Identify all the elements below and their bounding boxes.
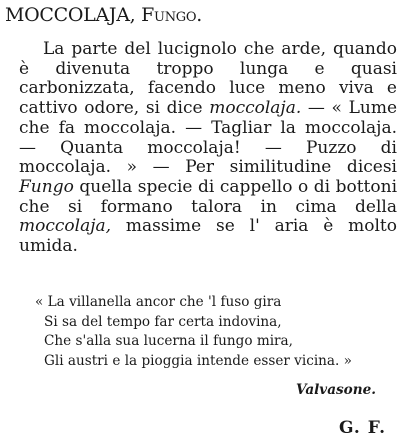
term-moccolaja-1: moccolaja. [209, 98, 302, 119]
definition-part-1: La parte del lucignolo che arde, quando è divenuta troppo lunga e quasi carbonizzata, facendo luce meno viva e cattivo odore, si dice [19, 39, 397, 119]
definition-part-2: — « Lume che fa moccolaja. — Tagliar la moccolaja. — Quanta moccolaja! — Puzzo di moccolaja. » — Per similitudine dicesi [19, 98, 398, 178]
verse-line: « La villanella ancor che 'l fuso gira [35, 294, 282, 310]
signature: G. F. [338, 418, 386, 438]
verse-line: Che s'alla sua lucerna il fungo mira, [44, 333, 293, 349]
definition-part-4: massime se l' aria è molto umida. [19, 216, 397, 257]
headword: MOCCOLAJA, [5, 4, 136, 26]
definition-part-3: quella specie di cappello o di bottoni che si formano talora in cima della [19, 176, 398, 217]
verse-author: Valvasone. [296, 382, 376, 398]
verse-quotation [35, 293, 397, 371]
definition-text [19, 40, 397, 257]
term-fungo: Fungo [19, 176, 74, 197]
verse-line: Si sa del tempo far certa indovina, [44, 313, 282, 330]
entry-title [5, 4, 202, 26]
term-moccolaja-2: moccolaja, [19, 216, 112, 237]
verse-line: Gli austri e la pioggia intende esser vicina. » [44, 352, 352, 369]
synonym: Fungo. [141, 4, 202, 26]
